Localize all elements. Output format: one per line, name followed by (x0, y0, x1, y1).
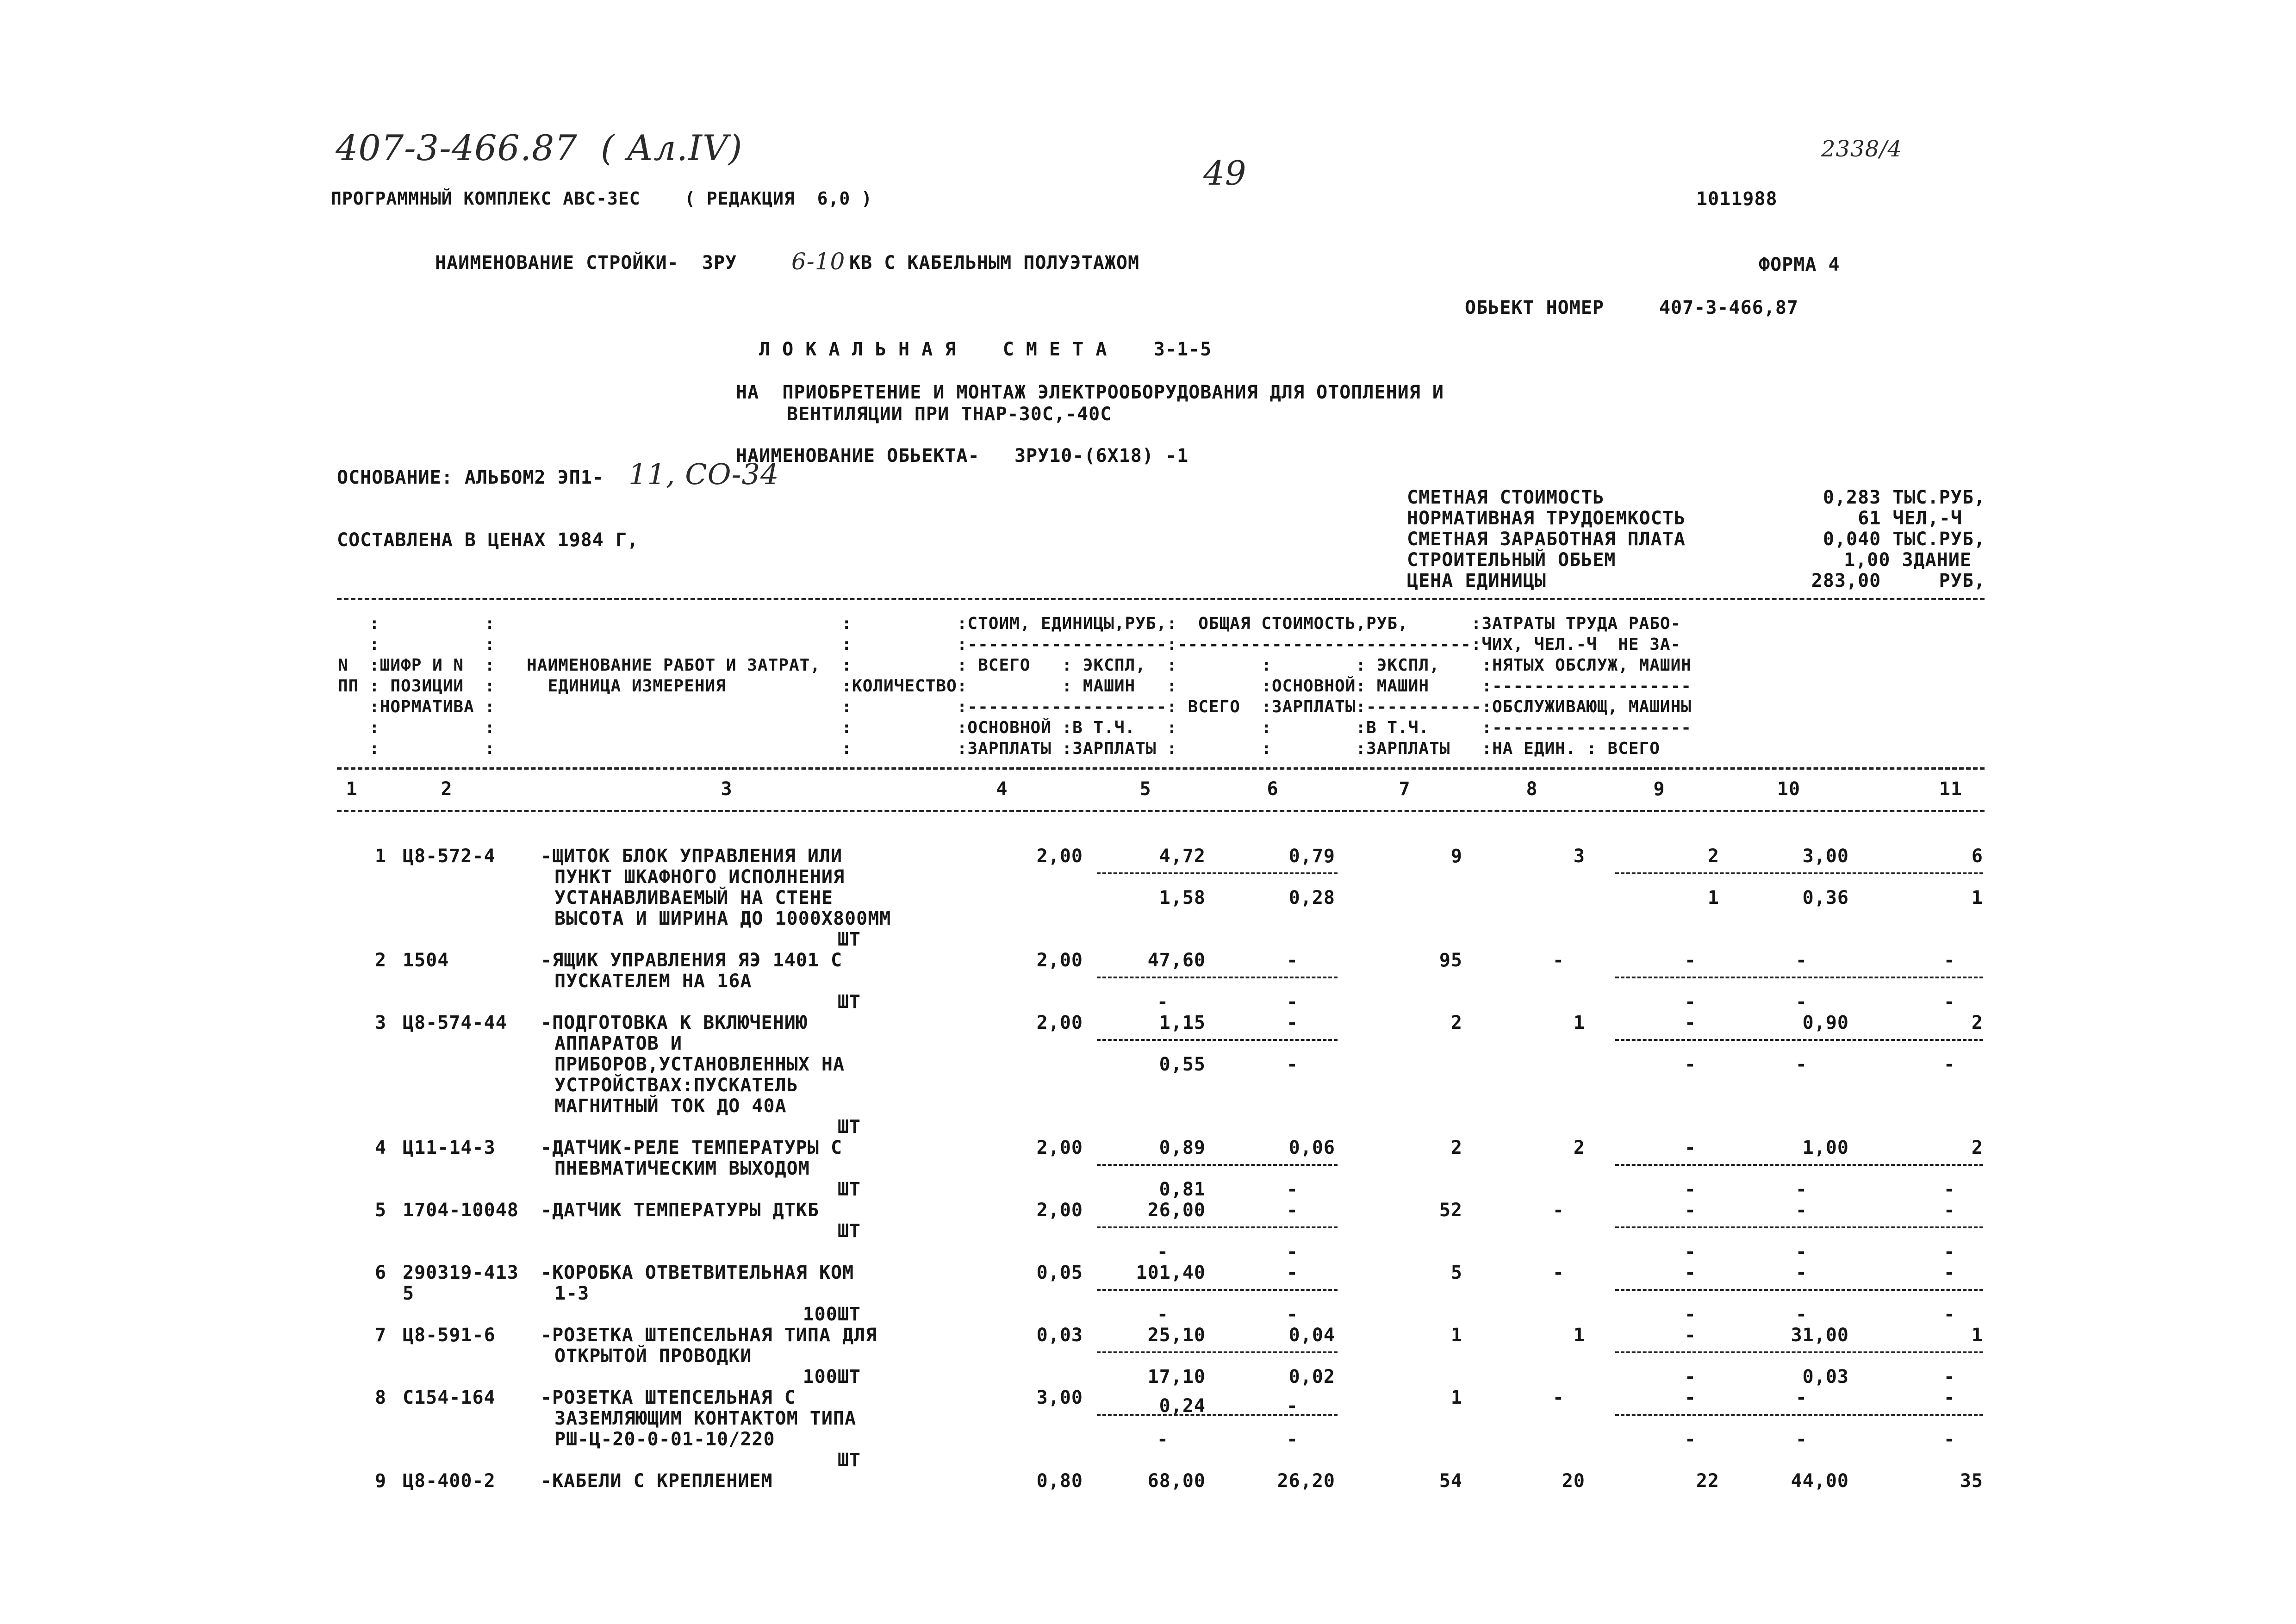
summary-label: СМЕТНАЯ СТОИМОСТЬ (1407, 487, 1605, 508)
col-number: 4 (996, 778, 1008, 800)
row-c7: 2 (1450, 1137, 1462, 1158)
row-c11-sub: - (1943, 1179, 1955, 1200)
row-name-line: ПУНКТ ШКАФНОГО ИСПОЛНЕНИЯ (554, 866, 845, 888)
row-c9: 22 (1696, 1470, 1719, 1492)
stroyka-value: КВ С КАБЕЛЬНЫМ ПОЛУЭТАЖОМ (849, 252, 1140, 274)
row-unit: ШТ (837, 1450, 861, 1471)
row-c11-sub: - (1943, 1304, 1955, 1325)
row-unit: ШТ (837, 929, 861, 950)
row-number: 9 (375, 1470, 387, 1492)
object-name: НАИМЕНОВАНИЕ ОБЬЕКТА- ЗРУ10-(6Х18) -1 (736, 445, 1189, 467)
row-name-line: ПУСКАТЕЛЕМ НА 16А (554, 971, 752, 992)
cell-divider (1615, 1351, 1983, 1353)
row-c5: 25,10 (1147, 1325, 1206, 1346)
row-name-line: -РОЗЕТКА ШТЕПСЕЛЬНАЯ С (541, 1387, 796, 1408)
row-c5: 101,40 (1136, 1262, 1206, 1283)
cell-divider (1097, 1164, 1338, 1166)
row-number: 5 (375, 1200, 387, 1221)
row-c5-sub: 1,58 (1159, 887, 1206, 908)
row-name-line: -ПОДГОТОВКА К ВКЛЮЧЕНИЮ (541, 1012, 808, 1033)
row-c5: 68,00 (1147, 1470, 1206, 1492)
object-label: ОБЬЕКТ НОМЕР (1465, 297, 1604, 318)
row-c10: 1,00 (1802, 1137, 1849, 1158)
row-c7: 9 (1450, 846, 1462, 867)
cell-divider (1615, 1164, 1983, 1166)
row-qty: 2,00 (1036, 1012, 1083, 1033)
row-c10: 0,90 (1802, 1012, 1849, 1033)
row-c5: 4,72 (1159, 846, 1206, 867)
row-c10-sub: - (1795, 991, 1807, 1013)
cell-divider (1615, 1289, 1983, 1291)
row-c8: - (1552, 1200, 1564, 1221)
row-code: Ц8-572-4 (403, 846, 496, 867)
row-code: Ц8-400-2 (403, 1470, 496, 1492)
col-number: 10 (1777, 778, 1801, 800)
row-number: 4 (375, 1137, 387, 1158)
row-code: Ц8-591-6 (403, 1325, 496, 1346)
row-c11-sub: - (1943, 1241, 1955, 1263)
row-c11: - (1943, 1262, 1955, 1283)
col-number: 7 (1399, 778, 1411, 800)
row-c9: - (1684, 1200, 1696, 1221)
row-unit: ШТ (837, 1116, 861, 1138)
summary-value: 0,283 ТЫС.РУБ, (1823, 487, 1985, 508)
row-c8: - (1552, 950, 1564, 971)
row-number: 7 (375, 1325, 387, 1346)
row-c5-sub: 0,81 (1159, 1179, 1206, 1200)
row-c9-sub: - (1684, 1054, 1696, 1075)
row-c6-sub: - (1286, 991, 1298, 1013)
row-c6: - (1286, 1012, 1298, 1033)
cell-divider (1097, 977, 1338, 978)
row-c5-sub: 0,55 (1159, 1054, 1206, 1075)
row-c11-sub: - (1943, 1366, 1955, 1388)
date-code: 1011988 (1696, 188, 1778, 210)
purpose-line-2: ВЕНТИЛЯЦИИ ПРИ ТНАР-30С,-40С (787, 404, 1112, 425)
row-c5: 1,15 (1159, 1012, 1206, 1033)
row-c10-sub: - (1795, 1179, 1807, 1200)
col-number: 9 (1653, 778, 1665, 800)
row-c8: 1 (1573, 1012, 1585, 1033)
summary-label: СТРОИТЕЛЬНЫЙ ОБЬЕМ (1407, 549, 1616, 571)
osnovanie-line: ОСНОВАНИЕ: АЛЬБОМ2 ЭП1- (337, 467, 604, 488)
program-line: ПРОГРАММНЫЙ КОМПЛЕКС АВС-3ЕС ( РЕДАКЦИЯ 6,0 ) (331, 188, 873, 209)
col-number: 8 (1526, 778, 1538, 800)
row-name-line: МАГНИТНЫЙ ТОК ДО 40А (554, 1095, 787, 1117)
row-c6: 26,20 (1277, 1470, 1335, 1492)
row-c9-sub: - (1684, 1241, 1696, 1263)
row-c5-sub: - (1157, 1429, 1169, 1450)
summary-value: 61 ЧЕЛ,-Ч (1858, 508, 1962, 529)
row-name-line: -КАБЕЛИ С КРЕПЛЕНИЕМ (541, 1470, 773, 1492)
prices-line: СОСТАВЛЕНА В ЦЕНАХ 1984 Г, (337, 529, 639, 551)
row-name-line: АППАРАТОВ И (554, 1033, 682, 1054)
row-c6: - (1286, 1200, 1298, 1221)
row-c10-sub: 0,36 (1802, 887, 1849, 908)
row-c9-sub: - (1684, 1429, 1696, 1450)
summary-value: 283,00 РУБ, (1811, 570, 1985, 591)
row-code: Ц11-14-3 (403, 1137, 496, 1158)
row-qty: 2,00 (1036, 846, 1083, 867)
col-number: 3 (721, 778, 733, 800)
row-c11-sub: 1 (1971, 887, 1983, 908)
row-c8: 2 (1573, 1137, 1585, 1158)
row-c6: 0,79 (1288, 846, 1335, 867)
row-name-line: РШ-Ц-20-0-01-10/220 (554, 1429, 775, 1450)
cell-divider (1097, 1289, 1338, 1291)
row-c8: 20 (1562, 1470, 1585, 1492)
row-c10-sub: - (1795, 1241, 1807, 1263)
header-bottom-rule (337, 767, 1985, 770)
table-top-rule (337, 598, 1985, 600)
row-c11: - (1943, 1387, 1955, 1408)
table-header-line: : : : :ОСНОВНОЙ :В Т.Ч. : : :В Т.Ч. :------------------- (338, 718, 1692, 737)
row-name-line: -КОРОБКА ОТВЕТВИТЕЛЬНАЯ КОМ (541, 1262, 854, 1283)
row-qty: 2,00 (1036, 950, 1083, 971)
row-qty: 0,03 (1036, 1325, 1083, 1346)
cell-divider (1615, 977, 1983, 978)
cell-divider (1097, 1351, 1338, 1353)
row-c10: - (1795, 950, 1807, 971)
row-qty: 2,00 (1036, 1200, 1083, 1221)
row-c9: - (1684, 1137, 1696, 1158)
row-c10-sub: - (1795, 1429, 1807, 1450)
table-header-line: : : : :СТОИМ, ЕДИНИЦЫ,РУБ,: ОБЩАЯ СТОИМОСТЬ,РУБ, :ЗАТРАТЫ ТРУДА РАБО- (338, 614, 1681, 633)
row-code-cont: 5 (403, 1283, 415, 1304)
row-c9-sub: - (1684, 1366, 1696, 1388)
row-number: 2 (375, 950, 387, 971)
row-c8: 3 (1573, 846, 1585, 867)
forma-label: ФОРМА 4 (1759, 254, 1840, 275)
row-c8: 1 (1573, 1325, 1585, 1346)
purpose-line-1: НА ПРИОБРЕТЕНИЕ И МОНТАЖ ЭЛЕКТРООБОРУДОВАНИЯ ДЛЯ ОТОПЛЕНИЯ И (736, 382, 1444, 403)
row-c6: - (1286, 1262, 1298, 1283)
row-c9: - (1684, 1387, 1696, 1408)
row-c7: 1 (1450, 1325, 1462, 1346)
row-c5-sub: - (1157, 991, 1169, 1013)
row-name-line: -ДАТЧИК ТЕМПЕРАТУРЫ ДТКБ (541, 1200, 819, 1221)
row-c5-sub: - (1157, 1241, 1169, 1263)
row-c9-sub: 1 (1707, 887, 1719, 908)
row-name-line: -ДАТЧИК-РЕЛЕ ТЕМПЕРАТУРЫ С (541, 1137, 843, 1158)
row-c7: 5 (1450, 1262, 1462, 1283)
row-number: 1 (375, 846, 387, 867)
table-header-line: : : : :ЗАРПЛАТЫ :ЗАРПЛАТЫ : : :ЗАРПЛАТЫ :НА ЕДИН. : ВСЕГО (338, 739, 1660, 758)
row-c6-sub: - (1286, 1241, 1298, 1263)
stroyka-handwritten: 6-10 (791, 248, 846, 275)
doc-code-handwritten: 407-3-466.87 ( Ал.IV) (336, 127, 743, 168)
col-number: 5 (1139, 778, 1151, 800)
table-header-line: :НОРМАТИВА : : :-------------------: ВСЕГО :ЗАРПЛАТЫ:-----------:ОБСЛУЖИВАЮЩ, МАШИНЫ (338, 697, 1692, 716)
row-c9: - (1684, 1325, 1696, 1346)
page-number-handwritten: 49 (1203, 154, 1247, 193)
row-unit: ШТ (837, 1179, 861, 1200)
cell-divider (1615, 872, 1983, 874)
numbers-bottom-rule (337, 810, 1985, 812)
summary-value: 0,040 ТЫС.РУБ, (1823, 529, 1985, 550)
row-c11: 2 (1971, 1012, 1983, 1033)
row-number: 6 (375, 1262, 387, 1283)
summary-value: 1,00 ЗДАНИЕ (1844, 549, 1972, 571)
row-unit: ШТ (837, 1220, 861, 1242)
summary-label: НОРМАТИВНАЯ ТРУДОЕМКОСТЬ (1407, 508, 1686, 529)
cell-divider (1097, 872, 1338, 874)
col-number: 1 (346, 778, 358, 800)
row-c7: 95 (1439, 950, 1462, 971)
row-name-line: 1-3 (554, 1283, 590, 1304)
row-name-line: ОТКРЫТОЙ ПРОВОДКИ (554, 1345, 752, 1367)
row-name-line: ПРИБОРОВ,УСТАНОВЛЕННЫХ НА (554, 1054, 845, 1075)
table-header-line: N :ШИФР И N : НАИМЕНОВАНИЕ РАБОТ И ЗАТРАТ, : : ВСЕГО : ЭКСПЛ, : : : ЭКСПЛ, :НЯТЫХ ОБСЛУЖ, МАШИН (338, 656, 1692, 675)
row-c7: 52 (1439, 1200, 1462, 1221)
row-c5-sub: - (1157, 1304, 1169, 1325)
row-c11-sub: - (1943, 1054, 1955, 1075)
col-number: 11 (1939, 778, 1963, 800)
row-c10-sub: - (1795, 1054, 1807, 1075)
table-header-line: ПП : ПОЗИЦИИ : ЕДИНИЦА ИЗМЕРЕНИЯ :КОЛИЧЕСТВО: : МАШИН : :ОСНОВНОЙ: МАШИН :------------------- (338, 677, 1692, 696)
row-c7: 2 (1450, 1012, 1462, 1033)
cell-divider (1615, 1414, 1983, 1416)
cell-divider (1615, 1039, 1983, 1041)
table-header-line: : : : :-------------------:----------------------------:ЧИХ, ЧЕЛ.-Ч НЕ ЗА- (338, 635, 1681, 654)
row-c9: - (1684, 1262, 1696, 1283)
row-qty: 0,05 (1036, 1262, 1083, 1283)
row-c11: - (1943, 1200, 1955, 1221)
row-c10-sub: 0,03 (1802, 1366, 1849, 1388)
row-code: Ц8-574-44 (403, 1012, 507, 1033)
row-code: С154-164 (403, 1387, 496, 1408)
row-code: 1704-10048 (403, 1200, 519, 1221)
row-c6: - (1286, 950, 1298, 971)
cell-divider (1097, 1226, 1338, 1228)
row-c6-sub: - (1286, 1179, 1298, 1200)
row-name-line: -ЩИТОК БЛОК УПРАВЛЕНИЯ ИЛИ (541, 846, 843, 867)
row-c6: 0,06 (1288, 1137, 1335, 1158)
row-c10: 31,00 (1791, 1325, 1849, 1346)
cell-divider (1097, 1414, 1338, 1416)
row-name-line: -ЯЩИК УПРАВЛЕНИЯ ЯЭ 1401 С (541, 950, 843, 971)
cell-divider (1615, 1226, 1983, 1228)
osnovanie-handwritten: 11, СО-34 (628, 457, 779, 491)
row-c5: 47,60 (1147, 950, 1206, 971)
row-c9: - (1684, 950, 1696, 971)
row-name-line: ПНЕВМАТИЧЕСКИМ ВЫХОДОМ (554, 1158, 810, 1179)
row-code: 1504 (403, 950, 449, 971)
row-name-line: УСТАНАВЛИВАЕМЫЙ НА СТЕНЕ (554, 887, 833, 908)
row-c6-sub: - (1286, 1429, 1298, 1450)
row-c9-sub: - (1684, 1304, 1696, 1325)
row-c11: 6 (1971, 846, 1983, 867)
document-title: Л О К А Л Ь Н А Я С М Е Т А 3-1-5 (759, 339, 1212, 360)
cell-divider (1097, 1039, 1338, 1041)
row-c10: 3,00 (1802, 846, 1849, 867)
row-c5: 0,24 (1159, 1395, 1206, 1417)
sheet-ref-handwritten: 2338/4 (1821, 136, 1902, 162)
row-c11-sub: - (1943, 991, 1955, 1013)
row-c9-sub: - (1684, 1179, 1696, 1200)
row-c11: 35 (1960, 1470, 1983, 1492)
object-value: 407-3-466,87 (1659, 297, 1798, 318)
row-number: 8 (375, 1387, 387, 1408)
row-c8: - (1552, 1262, 1564, 1283)
row-c6: - (1286, 1395, 1298, 1417)
col-number: 6 (1267, 778, 1279, 800)
row-qty: 3,00 (1036, 1387, 1083, 1408)
row-c9-sub: - (1684, 991, 1696, 1013)
row-c10-sub: - (1795, 1304, 1807, 1325)
row-c7: 54 (1439, 1470, 1462, 1492)
row-c6-sub: 0,02 (1288, 1366, 1335, 1388)
row-code: 290319-413 (403, 1262, 519, 1283)
row-c10: - (1795, 1387, 1807, 1408)
row-c9: 2 (1707, 846, 1719, 867)
summary-label: ЦЕНА ЕДИНИЦЫ (1407, 570, 1546, 591)
row-c8: - (1552, 1387, 1564, 1408)
row-c9: - (1684, 1012, 1696, 1033)
row-c10: 44,00 (1791, 1470, 1849, 1492)
row-c10: - (1795, 1262, 1807, 1283)
row-c11: 1 (1971, 1325, 1983, 1346)
row-qty: 0,80 (1036, 1470, 1083, 1492)
row-c11: 2 (1971, 1137, 1983, 1158)
row-name-line: ВЫСОТА И ШИРИНА ДО 1000Х800ММ (554, 908, 891, 929)
row-name-line: ЗАЗЕМЛЯЮЩИМ КОНТАКТОМ ТИПА (554, 1408, 857, 1429)
row-unit: 100ШТ (803, 1366, 861, 1388)
row-number: 3 (375, 1012, 387, 1033)
row-c5: 26,00 (1147, 1200, 1206, 1221)
summary-label: СМЕТНАЯ ЗАРАБОТНАЯ ПЛАТА (1407, 529, 1686, 550)
row-c6-sub: 0,28 (1288, 887, 1335, 908)
row-c11: - (1943, 950, 1955, 971)
row-qty: 2,00 (1036, 1137, 1083, 1158)
row-c11-sub: - (1943, 1429, 1955, 1450)
row-name-line: -РОЗЕТКА ШТЕПСЕЛЬНАЯ ТИПА ДЛЯ (541, 1325, 877, 1346)
row-c7: 1 (1450, 1387, 1462, 1408)
stroyka-label: НАИМЕНОВАНИЕ СТРОЙКИ- ЗРУ (435, 252, 737, 274)
row-c5: 0,89 (1159, 1137, 1206, 1158)
row-c6-sub: - (1286, 1054, 1298, 1075)
row-c10: - (1795, 1200, 1807, 1221)
row-c5-sub: 17,10 (1147, 1366, 1206, 1388)
row-unit: 100ШТ (803, 1304, 861, 1325)
col-number: 2 (441, 778, 453, 800)
row-c6-sub: - (1286, 1304, 1298, 1325)
row-c6: 0,04 (1288, 1325, 1335, 1346)
row-name-line: УСТРОЙСТВАХ:ПУСКАТЕЛЬ (554, 1075, 798, 1096)
row-unit: ШТ (837, 991, 861, 1013)
